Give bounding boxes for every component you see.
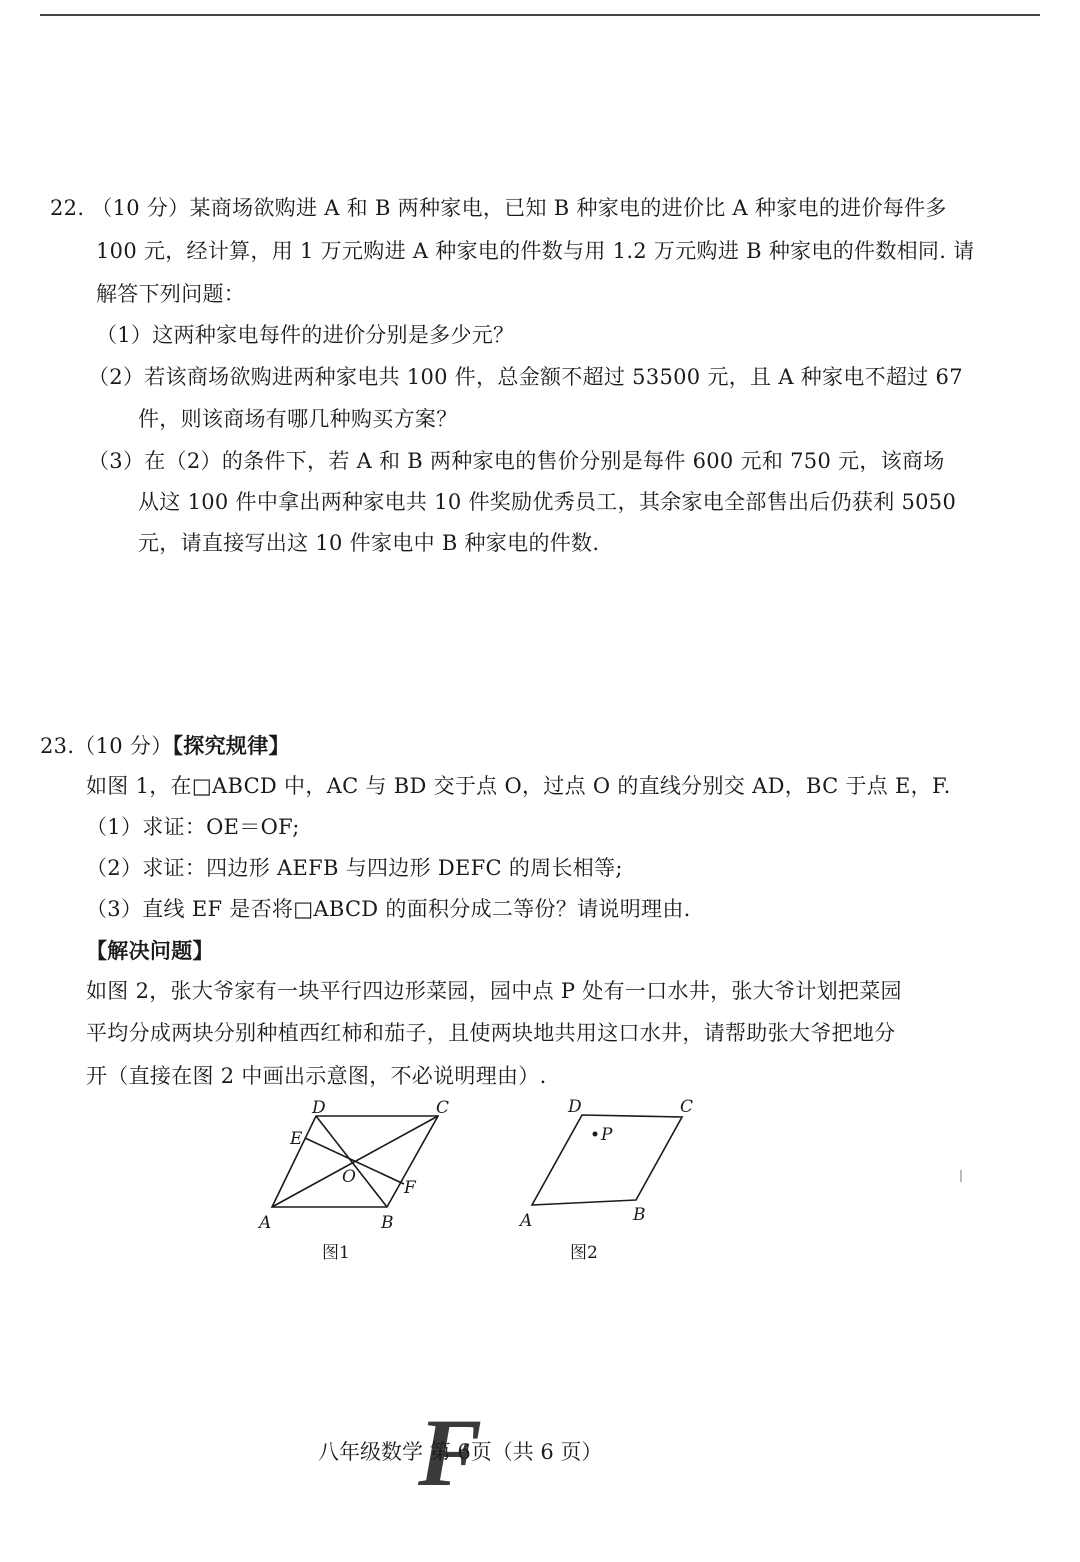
top-border bbox=[40, 0, 1040, 16]
q22-sub-3-cont-1: 从这 100 件中拿出两种家电共 10 件奖励优秀员工，其余家电全部售出后仍获利 5050 bbox=[138, 490, 957, 514]
fig1-label-e: E bbox=[290, 1129, 303, 1149]
fig1-label-o: O bbox=[342, 1167, 356, 1187]
fig1-label-f: F bbox=[404, 1178, 416, 1198]
q22-sub-2-cont: 件，则该商场有哪几种购买方案？ bbox=[138, 407, 458, 431]
fig1-label-c: C bbox=[436, 1098, 450, 1118]
q23-line-3: 平均分成两块分别种植西红柿和茄子，且使两块地共用这口水井，请帮助张大爷把地分 bbox=[86, 1021, 896, 1045]
q23-section-explore: 【探究规律】 bbox=[172, 733, 290, 758]
fig2-label-b: B bbox=[633, 1205, 646, 1225]
q22-line-2: 100 元，经计算，用 1 万元购进 A 种家电的件数与用 1.2 万元购进 B 种家电的件数相同. 请 bbox=[96, 239, 975, 263]
fig2-label-a: A bbox=[520, 1211, 533, 1231]
q23-line-4: 开（直接在图 2 中画出示意图，不必说明理由）. bbox=[86, 1064, 547, 1088]
q23-number: 23.（10 分） bbox=[40, 734, 173, 758]
watermark-f: F bbox=[418, 1399, 483, 1506]
fig2-label-d: D bbox=[568, 1097, 582, 1117]
q22-sub-2: （2）若该商场欲购进两种家电共 100 件，总金额不超过 53500 元，且 A 种家电不超过 67 bbox=[88, 365, 963, 389]
q22-sub-3-cont-2: 元，请直接写出这 10 件家电中 B 种家电的件数. bbox=[138, 531, 600, 555]
q22-line-1: 22. （10 分）某商场欲购进 A 和 B 两种家电，已知 B 种家电的进价比 A 种家电的进价每件多 bbox=[50, 196, 947, 220]
scan-mark bbox=[960, 1170, 962, 1182]
q22-sub-1: （1）这两种家电每件的进价分别是多少元？ bbox=[96, 323, 515, 347]
q23-sub-1: （1）求证：OE＝OF; bbox=[86, 815, 300, 839]
fig1-label-a: A bbox=[259, 1213, 272, 1233]
figure-2 bbox=[510, 1090, 710, 1240]
q23-section-solve: 【解决问题】 bbox=[86, 938, 214, 963]
q23-line-2: 如图 2，张大爷家有一块平行四边形菜园，园中点 P 处有一口水井，张大爷计划把菜园 bbox=[86, 979, 902, 1003]
fig2-label-c: C bbox=[680, 1097, 694, 1117]
fig2-label-p: P bbox=[601, 1125, 613, 1145]
fig1-label-d: D bbox=[312, 1098, 326, 1118]
fig1-label-b: B bbox=[381, 1213, 394, 1233]
diagonal-bd bbox=[316, 1116, 387, 1207]
q22-sub-3: （3）在（2）的条件下，若 A 和 B 两种家电的售价分别是每件 600 元和 750 元，该商场 bbox=[88, 449, 945, 473]
well-point-p bbox=[593, 1132, 598, 1137]
q23-sub-3: （3）直线 EF 是否将□ABCD 的面积分成二等份？请说明理由. bbox=[86, 897, 691, 921]
figure-1-caption: 图1 bbox=[322, 1243, 350, 1263]
figure-1 bbox=[250, 1090, 470, 1240]
figure-2-caption: 图2 bbox=[570, 1243, 598, 1263]
q22-line-3: 解答下列问题： bbox=[96, 282, 246, 306]
page-footer: 八年级数学 第 6页（共 6 页） bbox=[318, 1440, 603, 1464]
q23-sub-2: （2）求证：四边形 AEFB 与四边形 DEFC 的周长相等; bbox=[86, 856, 623, 880]
q23-line-1: 如图 1，在□ABCD 中，AC 与 BD 交于点 O，过点 O 的直线分别交 AD，BC 于点 E，F. bbox=[86, 774, 951, 798]
q23-title bbox=[40, 731, 290, 761]
